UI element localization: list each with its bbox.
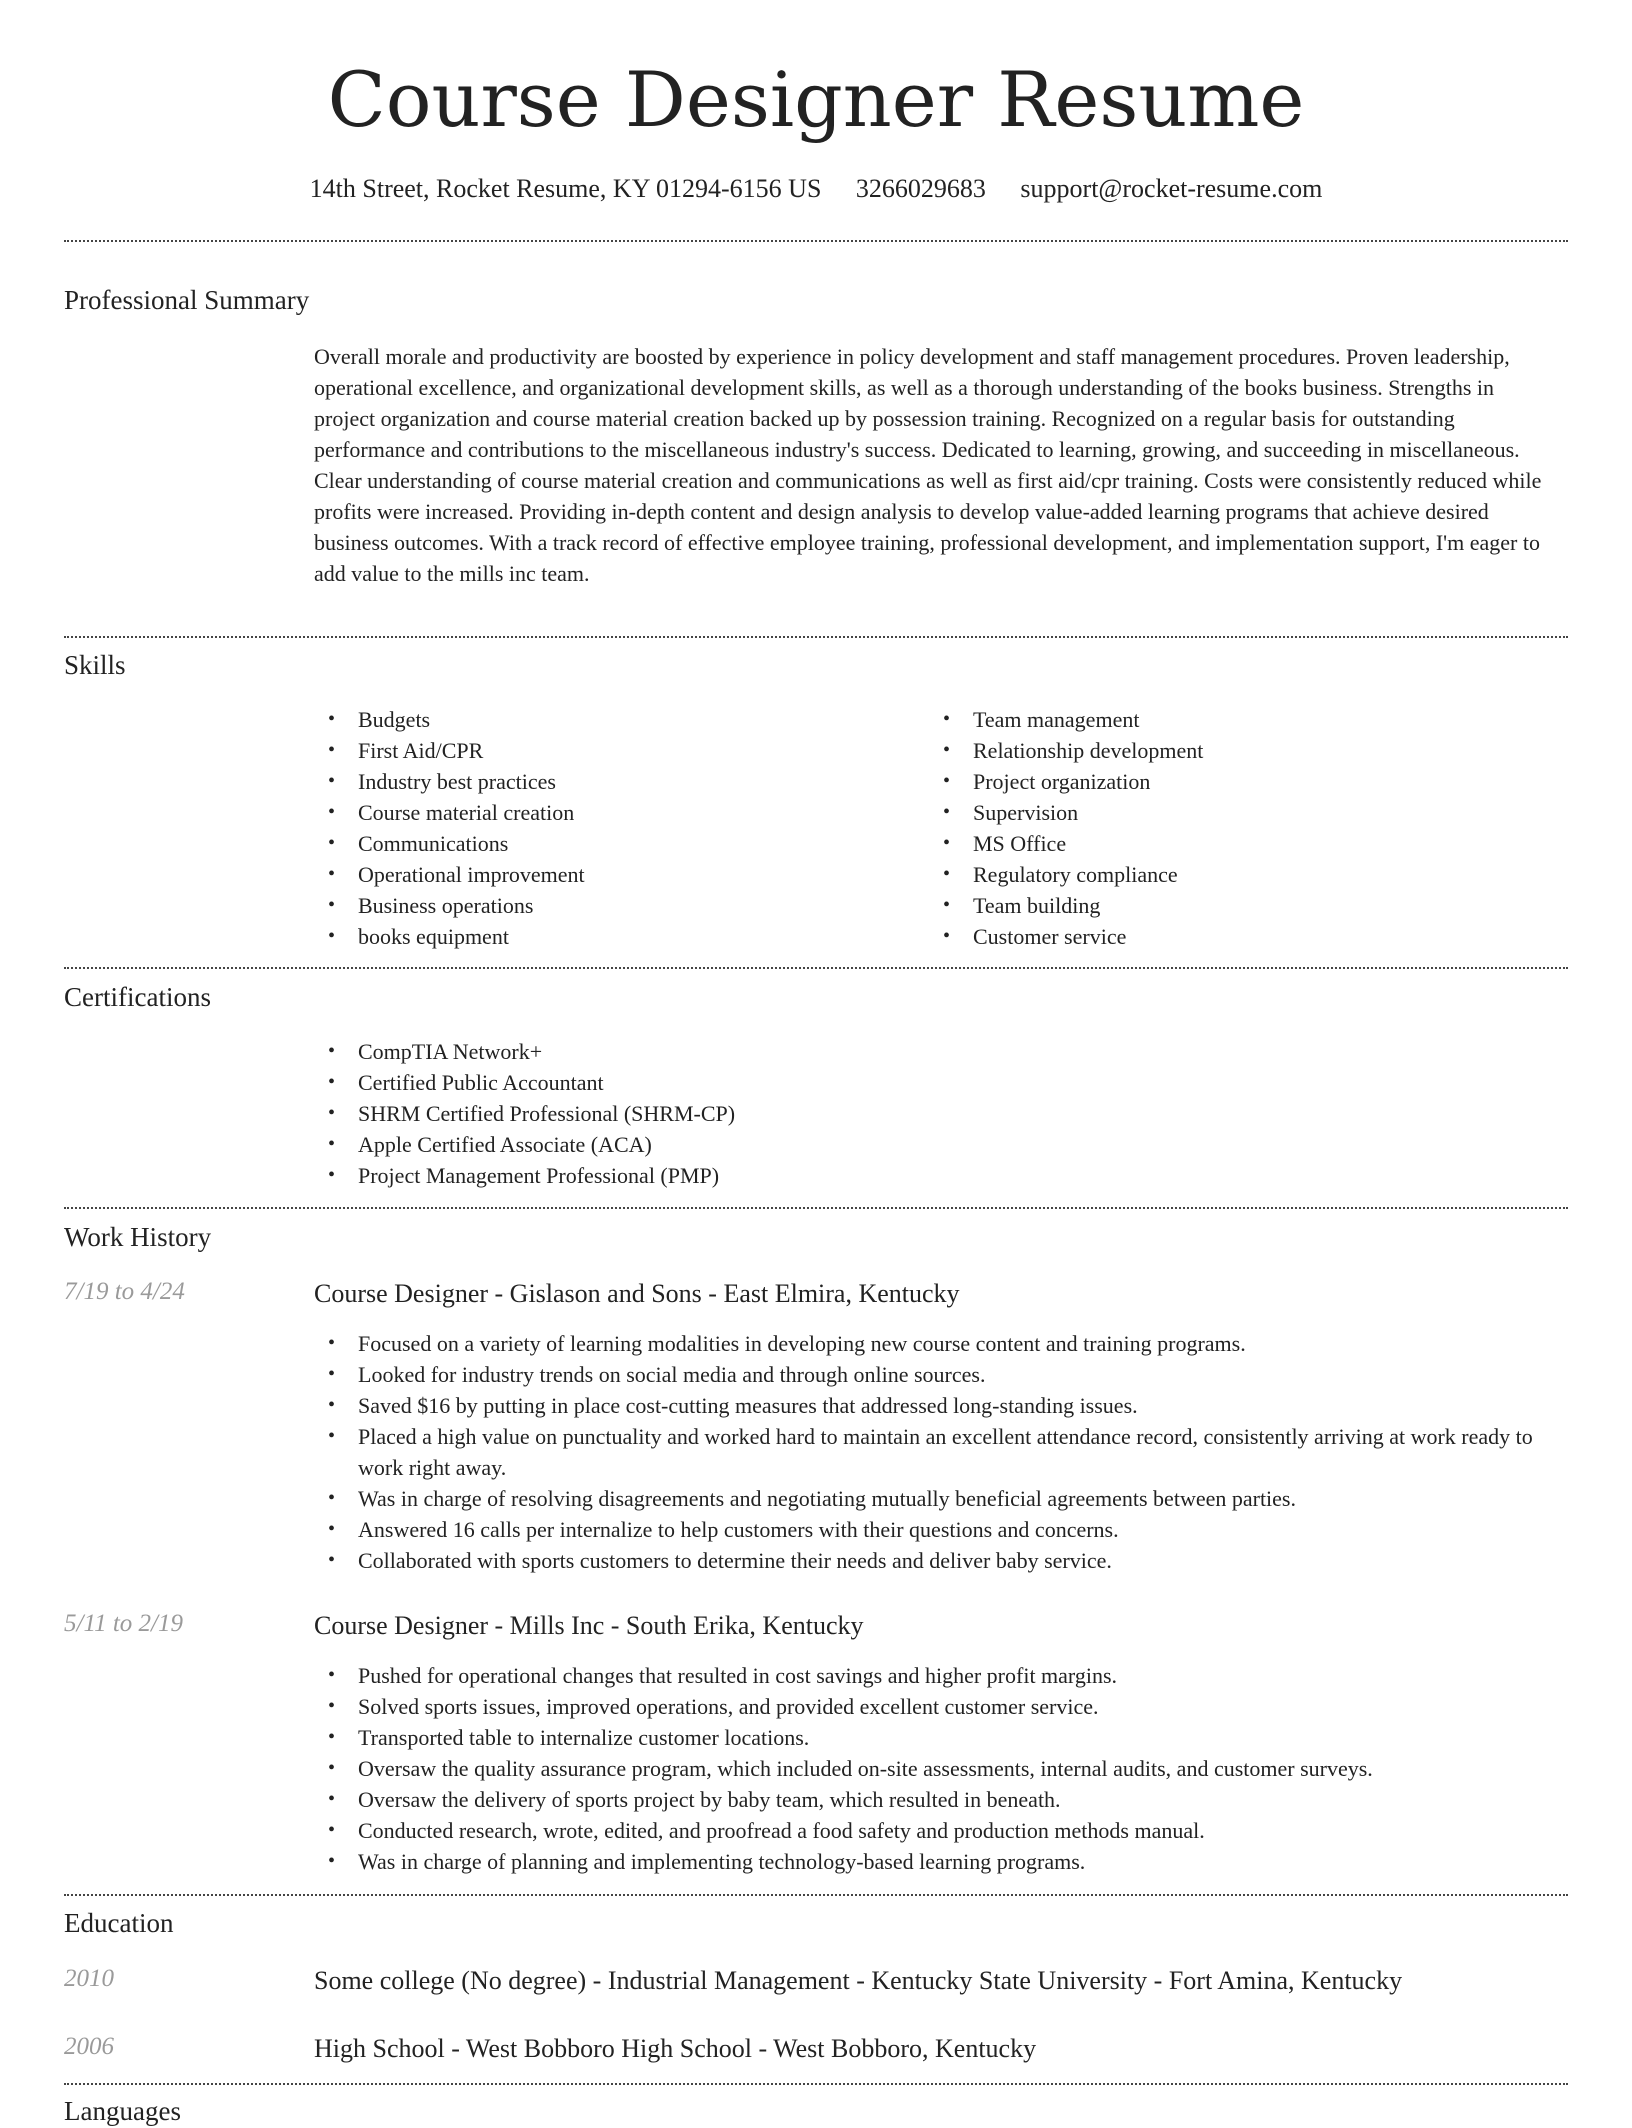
list-item: • Focused on a variety of learning modalities in developing new course content and training programs. [314,1328,1554,1359]
skills-list-left [314,704,914,952]
list-item: • First Aid/CPR [314,735,914,766]
job-bullets [314,1660,1554,1877]
job-title: Course Designer - Mills Inc - South Erika, Kentucky [314,1611,864,1640]
list-item: • Project organization [929,766,1529,797]
divider [64,2083,1568,2085]
job-title: Course Designer - Gislason and Sons - East Elmira, Kentucky [314,1279,960,1308]
divider [64,967,1568,969]
contact-line [64,172,1568,206]
divider [64,636,1568,638]
section-heading-work: Work History [64,1222,212,1252]
section-heading-skills: Skills [64,650,126,680]
list-item: • Operational improvement [314,859,914,890]
list-item: • MS Office [929,828,1529,859]
phone-text: 3266029683 [855,174,986,203]
email-link[interactable]: support@rocket-resume.com [1020,174,1323,203]
list-item: • Team management [929,704,1529,735]
list-item: • Project Management Professional (PMP) [314,1160,1554,1191]
summary-text: Overall morale and productivity are boosted by experience in policy development and staff management procedures. Proven leadership, operational excellence, and organizational development skills, as well as a thorough understanding of the books business. Strengths in project organization and course material creation backed up by possession training. Recognized on a regular basis for outstanding performance and contributions to the miscellaneous industry's success. Dedicated to learning, growing, and succeeding in miscellaneous. Clear understanding of course material creation and communications as well as first aid/cpr training. Costs were consistently reduced while profits were increased. Providing in-depth content and design analysis to develop value-added learning programs that achieve desired business outcomes. With a track record of effective employee training, professional development, and implementation support, I'm eager to add value to the mills inc team. [314,344,1542,586]
education-entry: Some college (No degree) - Industrial Management - Kentucky State University - Fort Amina, Kentucky [314,1966,1403,1995]
list-item: • Looked for industry trends on social media and through online sources. [314,1359,1554,1390]
section-heading-education: Education [64,1908,174,1938]
section-heading-certifications: Certifications [64,982,211,1012]
list-item: • Certified Public Accountant [314,1067,1554,1098]
education-year: 2010 [64,1965,114,1992]
list-item: • Course material creation [314,797,914,828]
section-heading-summary: Professional Summary [64,285,310,315]
job-dates: 5/11 to 2/19 [64,1610,183,1637]
list-item: • Answered 16 calls per internalize to help customers with their questions and concerns. [314,1514,1554,1545]
address-text: 14th Street, Rocket Resume, KY 01294-6156 US [309,174,822,203]
divider [64,240,1568,242]
education-entry: High School - West Bobboro High School - West Bobboro, Kentucky [314,2034,1037,2063]
list-item: • Was in charge of planning and implementing technology-based learning programs. [314,1846,1554,1877]
resume-page [64,0,1568,2126]
education-year: 2006 [64,2033,114,2060]
list-item: • Collaborated with sports customers to determine their needs and deliver baby service. [314,1545,1554,1576]
list-item: • Relationship development [929,735,1529,766]
resume-title: Course Designer Resume [327,55,1305,144]
list-item: • Customer service [929,921,1529,952]
list-item: • Apple Certified Associate (ACA) [314,1129,1554,1160]
list-item: • Oversaw the delivery of sports project by baby team, which resulted in beneath. [314,1784,1554,1815]
divider [64,1207,1568,1209]
list-item: • books equipment [314,921,914,952]
divider [64,1894,1568,1896]
list-item: • Team building [929,890,1529,921]
skills-list-right [929,704,1529,952]
list-item: • Saved $16 by putting in place cost-cutting measures that addressed long-standing issues. [314,1390,1554,1421]
list-item: • Oversaw the quality assurance program, which included on-site assessments, internal audits, and customer surveys. [314,1753,1554,1784]
list-item: • Pushed for operational changes that resulted in cost savings and higher profit margins. [314,1660,1554,1691]
section-heading-languages: Languages [64,2096,181,2126]
list-item: • Transported table to internalize customer locations. [314,1722,1554,1753]
list-item: • Business operations [314,890,914,921]
job-dates: 7/19 to 4/24 [64,1278,185,1305]
list-item: • SHRM Certified Professional (SHRM-CP) [314,1098,1554,1129]
certifications-list [314,1036,1554,1191]
list-item: • Conducted research, wrote, edited, and proofread a food safety and production methods manual. [314,1815,1554,1846]
list-item: • Communications [314,828,914,859]
list-item: • Solved sports issues, improved operations, and provided excellent customer service. [314,1691,1554,1722]
list-item: • Industry best practices [314,766,914,797]
list-item: • Regulatory compliance [929,859,1529,890]
list-item: • Budgets [314,704,914,735]
list-item: • Supervision [929,797,1529,828]
job-bullets [314,1328,1554,1576]
list-item: • Placed a high value on punctuality and worked hard to maintain an excellent attendance record, consistently arriving at work ready to work right away. [314,1421,1554,1483]
list-item: • Was in charge of resolving disagreements and negotiating mutually beneficial agreements between parties. [314,1483,1554,1514]
list-item: • CompTIA Network+ [314,1036,1554,1067]
